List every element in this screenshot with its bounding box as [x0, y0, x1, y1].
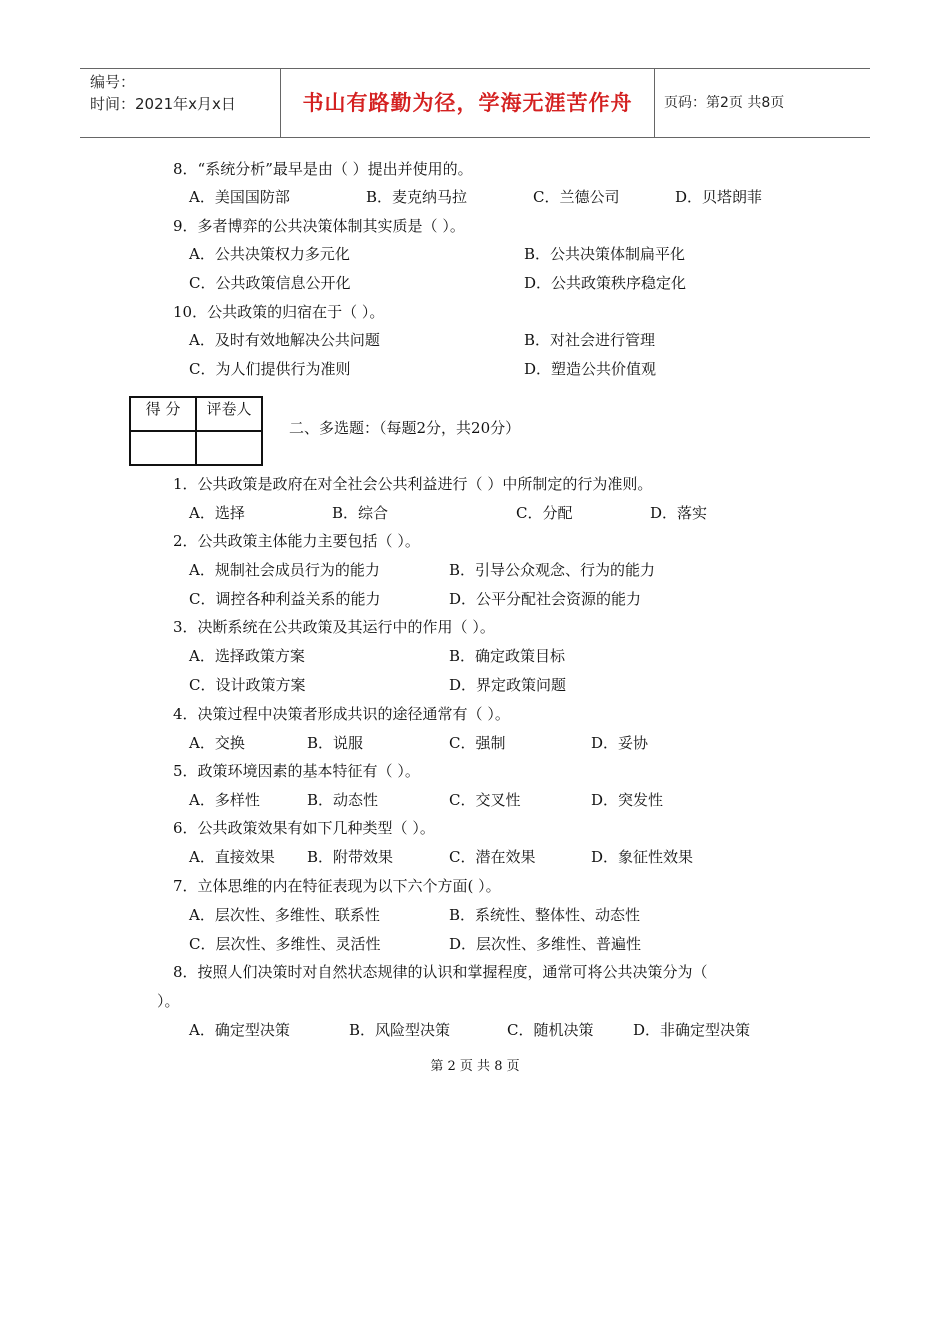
option: A．直接效果	[189, 848, 275, 866]
option: A．美国国防部	[189, 188, 290, 206]
question-stem: 5．政策环境因素的基本特征有（ ）。	[173, 762, 420, 780]
option: A．公共决策权力多元化	[189, 245, 350, 263]
option: D．塑造公共价值观	[524, 360, 657, 378]
header-meta	[80, 69, 281, 137]
option: D．象征性效果	[591, 848, 694, 866]
question-stem: 4．决策过程中决策者形成共识的途径通常有（ ）。	[173, 705, 510, 723]
option: A．选择政策方案	[189, 647, 305, 665]
option: C．调控各种利益关系的能力	[189, 590, 381, 608]
question-stem: 3．决断系统在公共政策及其运行中的作用（ ）。	[173, 618, 495, 636]
question-stem: 10．公共政策的归宿在于（ ）。	[173, 303, 385, 321]
question-stem-continued: ）。	[157, 992, 180, 1010]
option: B．风险型决策	[349, 1021, 451, 1039]
grader-label: 评卷人	[196, 397, 262, 431]
grader-field	[196, 431, 262, 465]
option: C．为人们提供行为准则	[189, 360, 351, 378]
option: C．交叉性	[449, 791, 521, 809]
option: D．公共政策秩序稳定化	[524, 274, 687, 292]
score-field	[130, 431, 196, 465]
option: B．对社会进行管理	[524, 331, 656, 349]
header-motto: 书山有路勤为径，学海无涯苦作舟	[281, 69, 655, 137]
option: D．层次性、多维性、普遍性	[449, 935, 642, 953]
question-stem: 8．“系统分析”最早是由（ ）提出并使用的。	[173, 160, 473, 178]
option: B．确定政策目标	[449, 647, 566, 665]
question-stem: 6．公共政策效果有如下几种类型（ ）。	[173, 819, 435, 837]
header-page-label: 页码：第2页 共8页	[664, 95, 785, 111]
option: B．麦克纳马拉	[366, 188, 468, 206]
option: B．系统性、整体性、动态性	[449, 906, 641, 924]
option: A．规制社会成员行为的能力	[189, 561, 380, 579]
option: B．引导公众观念、行为的能力	[449, 561, 656, 579]
score-box	[129, 396, 263, 466]
option: C．公共政策信息公开化	[189, 274, 351, 292]
option: A．多样性	[189, 791, 260, 809]
page-header	[80, 68, 870, 138]
option: A．及时有效地解决公共问题	[189, 331, 380, 349]
question-stem: 1．公共政策是政府在对全社会公共利益进行（ ）中所制定的行为准则。	[173, 475, 653, 493]
question-stem: 7．立体思维的内在特征表现为以下六个方面( ）。	[173, 877, 501, 895]
question-stem: 8．按照人们决策时对自然状态规律的认识和掌握程度，通常可将公共决策分为（	[173, 963, 708, 981]
option: C．强制	[449, 734, 506, 752]
option: C．潜在效果	[449, 848, 536, 866]
option: C．设计政策方案	[189, 676, 306, 694]
number-label: 编号：	[90, 73, 136, 91]
option: A．确定型决策	[189, 1021, 290, 1039]
option: D．非确定型决策	[633, 1021, 751, 1039]
question-stem: 2．公共政策主体能力主要包括（ ）。	[173, 532, 420, 550]
option: D．公平分配社会资源的能力	[449, 590, 642, 608]
question-stem: 9．多者博弈的公共决策体制其实质是（ ）。	[173, 217, 465, 235]
option: D．落实	[650, 504, 708, 522]
option: B．公共决策体制扁平化	[524, 245, 686, 263]
option: B．说服	[307, 734, 364, 752]
option: C．分配	[516, 504, 573, 522]
section-title: 二、多选题：（每题2分，共20分）	[289, 419, 521, 437]
option: D．妥协	[591, 734, 649, 752]
page-footer: 第 2 页 共 8 页	[430, 1059, 520, 1074]
option: A．选择	[189, 504, 245, 522]
option: D．贝塔朗菲	[675, 188, 763, 206]
option: B．综合	[332, 504, 389, 522]
time-label: 时间：2021年x月x日	[90, 95, 236, 113]
score-label: 得 分	[130, 397, 196, 431]
option: C．随机决策	[507, 1021, 594, 1039]
option: B．附带效果	[307, 848, 394, 866]
option: D．突发性	[591, 791, 664, 809]
option: D．界定政策问题	[449, 676, 567, 694]
option: A．交换	[189, 734, 245, 752]
option: A．层次性、多维性、联系性	[189, 906, 380, 924]
option: C．层次性、多维性、灵活性	[189, 935, 381, 953]
option: C．兰德公司	[533, 188, 620, 206]
option: B．动态性	[307, 791, 379, 809]
